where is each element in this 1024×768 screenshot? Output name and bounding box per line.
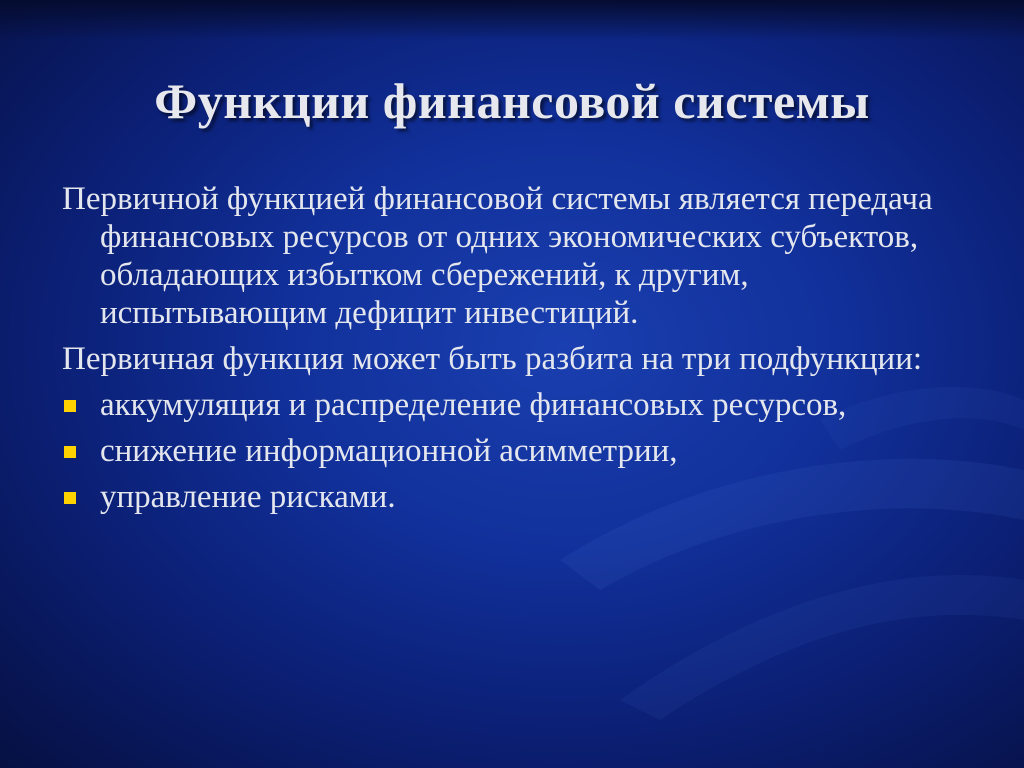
slide-body: [62, 180, 962, 524]
slide-title: Функции финансовой системы: [154, 73, 870, 129]
square-bullet-icon: [64, 446, 76, 458]
paragraph-subfunctions-intro: Первичная функция может быть разбита на три подфункции:: [62, 341, 923, 377]
square-bullet-icon: [64, 492, 76, 504]
list-item: [62, 386, 962, 424]
list-item: [62, 478, 962, 516]
list-item-text: управление рисками.: [100, 479, 396, 515]
list-item-text: аккумуляция и распределение финансовых ресурсов,: [100, 387, 847, 423]
paragraph-primary-function: Первичной функцией финансовой системы является передача финансовых ресурсов от одних экономических субъектов, обладающих избытком сбережений, к другим, испытывающим дефицит инвестиций.: [62, 181, 933, 331]
list-item-text: снижение информационной асимметрии,: [100, 433, 678, 469]
square-bullet-icon: [64, 400, 76, 412]
list-item: [62, 432, 962, 470]
subfunction-list: [62, 386, 962, 516]
